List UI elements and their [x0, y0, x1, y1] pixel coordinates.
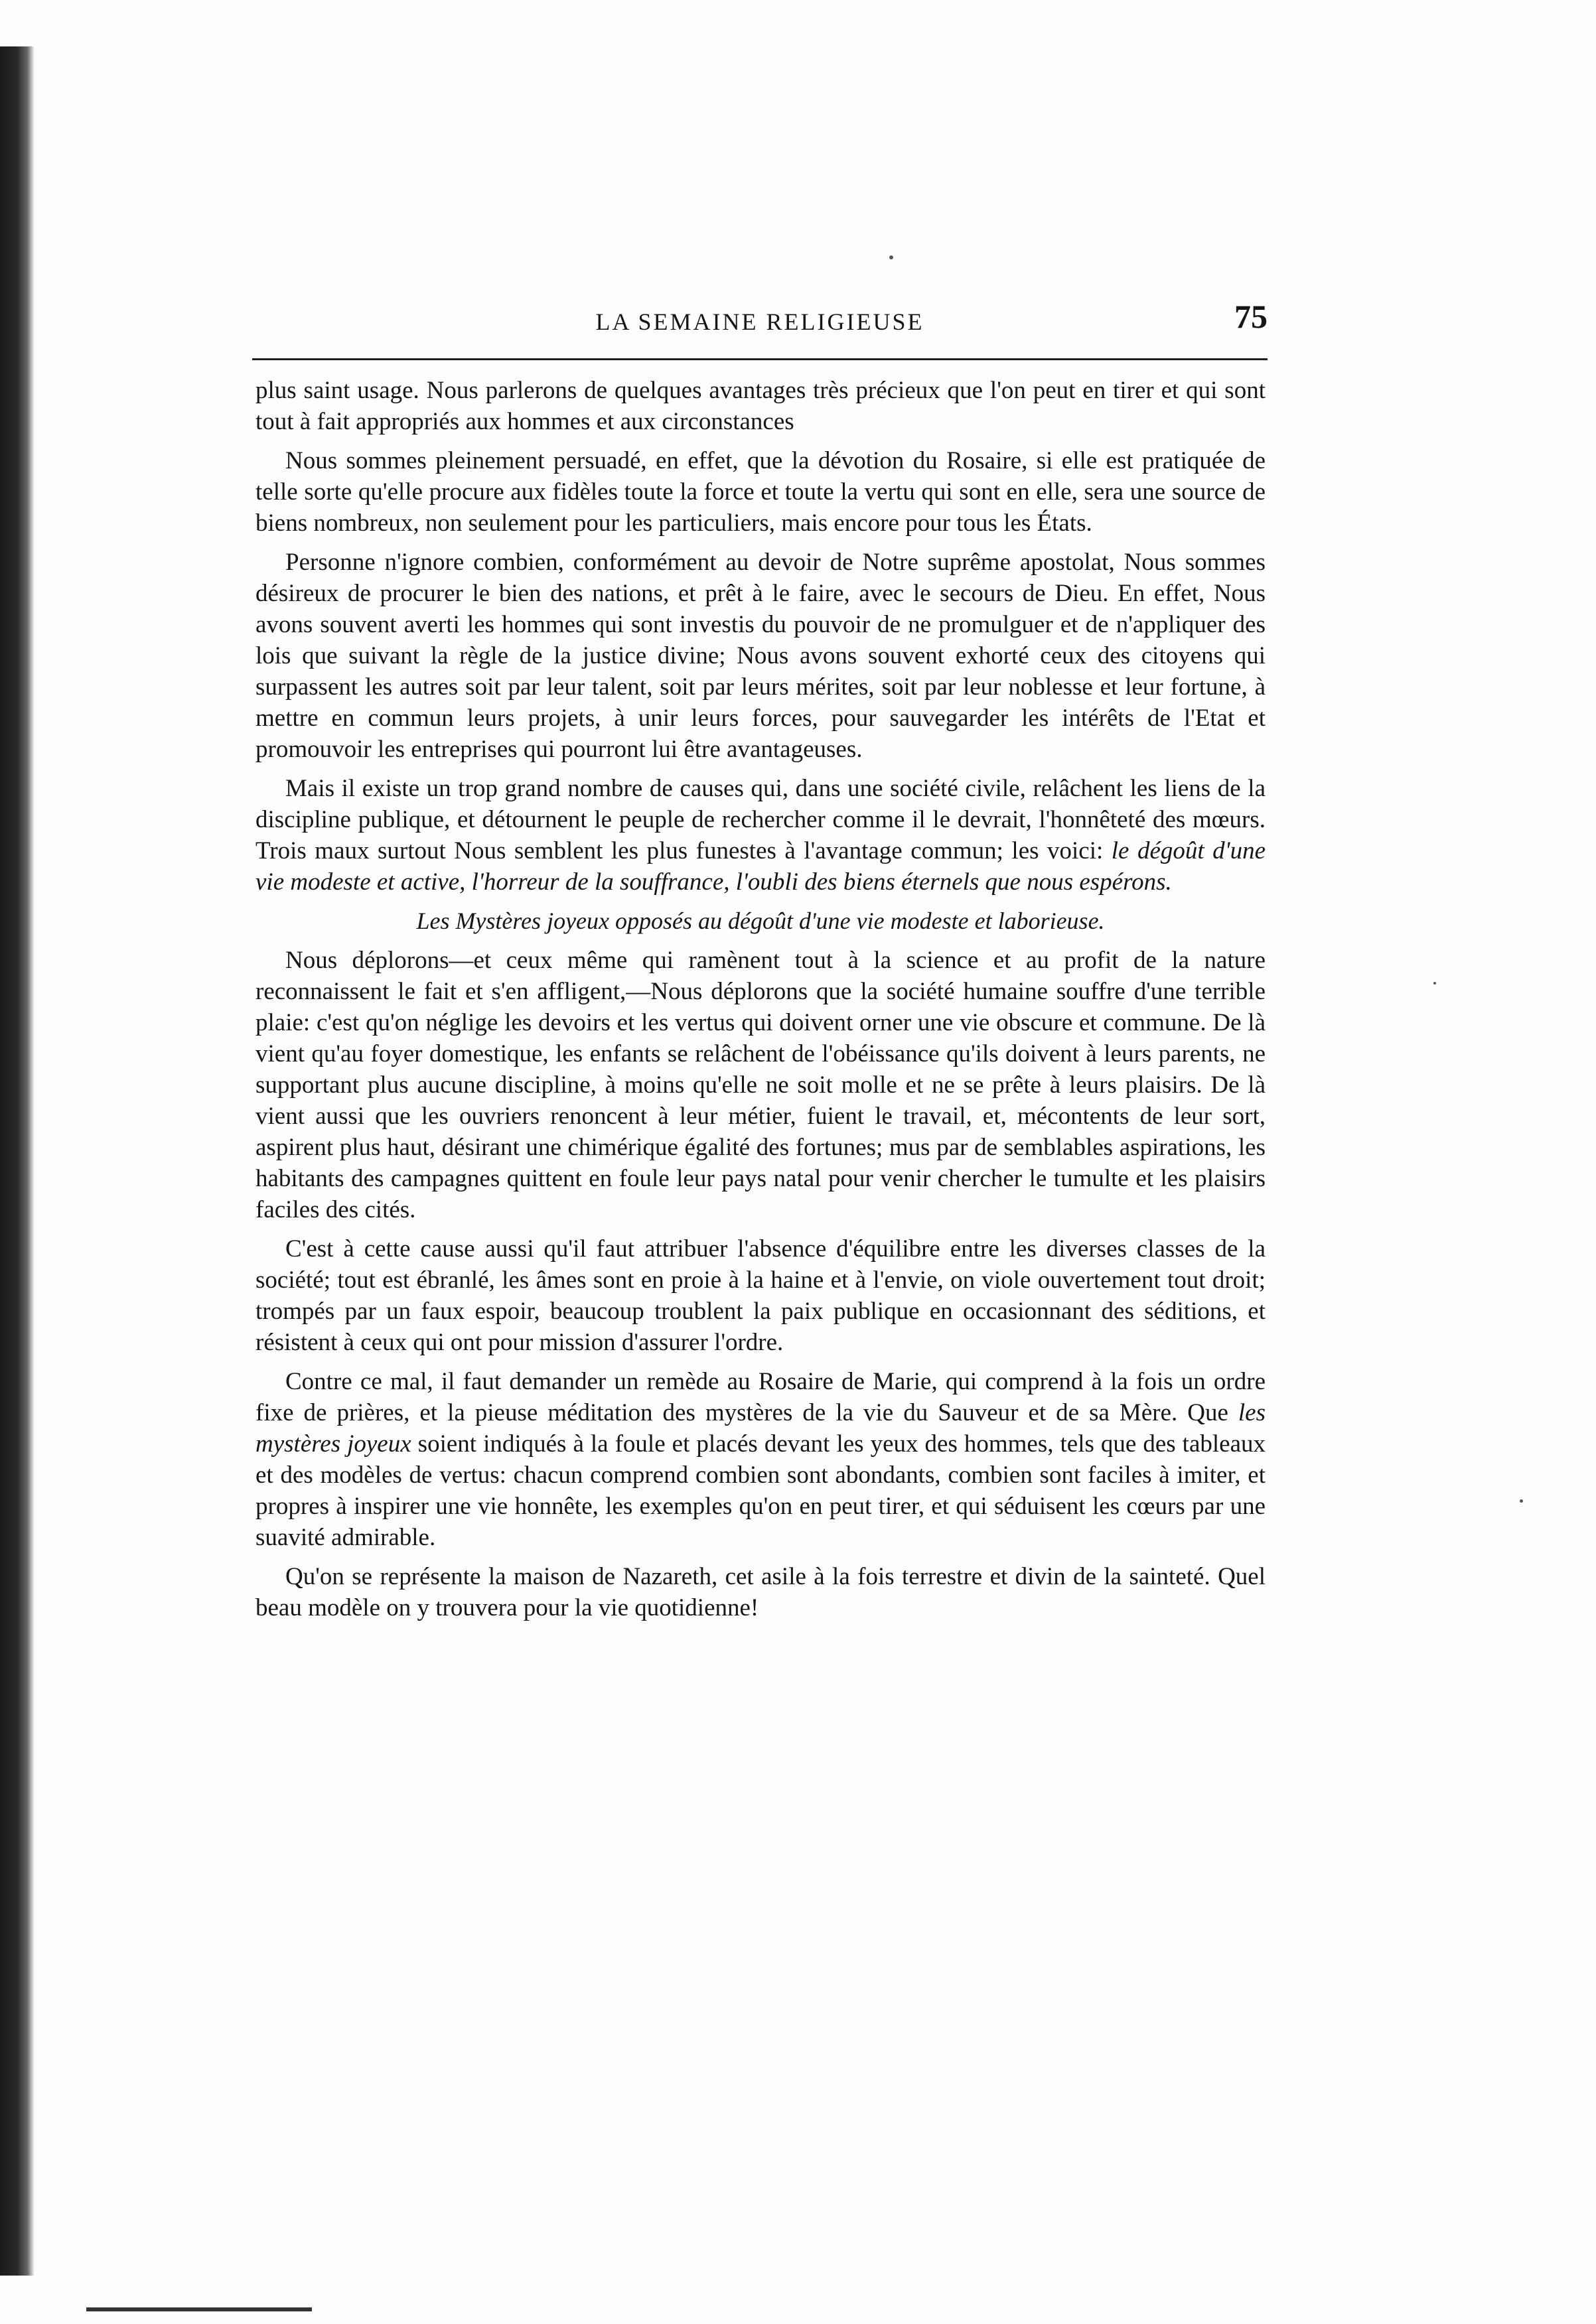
paragraph-text: Contre ce mal, il faut demander un remède au Rosaire de Marie, qui comprend à la fois un ordre fixe de prières, et la pieuse méditation des mystères de la vie du Sauveur et de sa Mère. Que [255, 1368, 1266, 1426]
italic-text: le dégoût d'une vie modeste et active, l'horreur de la souffrance, l'oubli des biens éternels que nous espérons. [255, 837, 1266, 896]
book-binding-shadow [0, 46, 35, 2276]
running-header [252, 297, 1268, 344]
paragraph-text: soient indiqués à la foule et placés devant les yeux des hommes, tels que des tableaux et des modèles de vertus: chacun comprend combien sont abondants, combien sont faciles à imiter, et propres à inspirer une vie honnête, les exemples qu'on en peut tirer, et qui séduisent les cœurs par une suavité admirable. [255, 1430, 1266, 1551]
paragraph: Personne n'ignore combien, conformément au devoir de Notre suprême apostolat, Nous sommes désireux de procurer le bien des nations, et prêt à le faire, avec le secours de Dieu. En effet, Nous avons souvent averti les hommes qui sont investis du pouvoir de ne promulguer et de n'appliquer des lois que suivant la règle de la justice divine; Nous avons souvent exhorté ceux des citoyens qui surpassent les autres soit par leur talent, soit par leurs mérites, soit par leur noblesse et leur fortune, à mettre en commun leurs projets, à unir leurs forces, pour sauvegarder les intérêts de l'Etat et promouvoir les entreprises qui pourront lui être avantageuses. [255, 549, 1266, 763]
italic-text: les mystères joyeux [255, 1399, 1266, 1458]
section-heading: Les Mystères joyeux opposés au dégoût d'une vie modeste et laborieuse. [416, 908, 1105, 934]
running-title: LA SEMAINE RELIGIEUSE [595, 308, 924, 335]
paragraph-text: Mais il existe un trop grand nombre de causes qui, dans une société civile, relâchent les liens de la discipline publique, et détournent le peuple de rechercher comme il le devrait, l'honnêteté des mœurs. Trois maux surtout Nous semblent les plus funestes à l'avantage commun; les voici: [255, 775, 1266, 864]
page-number: 75 [1234, 298, 1268, 335]
header-rule [252, 358, 1268, 360]
ink-speck [889, 255, 893, 259]
paragraph: Nous déplorons—et ceux même qui ramènent tout à la science et au profit de la nature reconnaissent le fait et s'en affligent,—Nous déplorons que la société humaine souffre d'une terrible plaie: c'est qu'on néglige les devoirs et les vertus qui doivent orner une vie obscure et commune. De là vient qu'au foyer domestique, les enfants se relâchent de l'obéissance qu'ils doivent à leurs parents, ne supportant plus aucune discipline, à moins qu'elle ne soit molle et ne se prête à leurs plaisirs. De là vient aussi que les ouvriers renoncent à leur métier, fuient le travail, et, mécontents de leur sort, aspirent plus haut, désirant une chimérique égalité des fortunes; mus par de semblables aspirations, les habitants des campagnes quittent en foule leur pays natal pour venir chercher le tumulte et les plaisirs faciles des cités. [255, 947, 1266, 1223]
paragraph [255, 773, 1266, 898]
paragraph [255, 1366, 1266, 1553]
ink-speck [1433, 982, 1436, 985]
paragraph: plus saint usage. Nous parlerons de quelques avantages très précieux que l'on peut en tirer et qui sont tout à fait appropriés aux hommes et aux circonstances [255, 377, 1266, 435]
article-body [255, 375, 1266, 1631]
paragraph: Nous sommes pleinement persuadé, en effet, que la dévotion du Rosaire, si elle est pratiquée de telle sorte qu'elle procure aux fidèles toute la force et toute la vertu qui sont en elle, sera une source de biens nombreux, non seulement pour les particuliers, mais encore pour tous les États. [255, 447, 1266, 537]
ink-speck [1520, 1499, 1523, 1503]
paragraph: C'est à cette cause aussi qu'il faut attribuer l'absence d'équilibre entre les diverses classes de la société; tout est ébranlé, les âmes sont en proie à la haine et à l'envie, on viole ouvertement tout droit; trompés par un faux espoir, beaucoup troublent la paix publique en occasionnant des séditions, et résistent à ceux qui ont pour mission d'assurer l'ordre. [255, 1235, 1266, 1356]
page-bottom-mark [86, 2307, 312, 2311]
paragraph: Qu'on se représente la maison de Nazareth, cet asile à la fois terrestre et divin de la sainteté. Quel beau modèle on y trouvera pour la vie quotidienne! [255, 1563, 1266, 1621]
